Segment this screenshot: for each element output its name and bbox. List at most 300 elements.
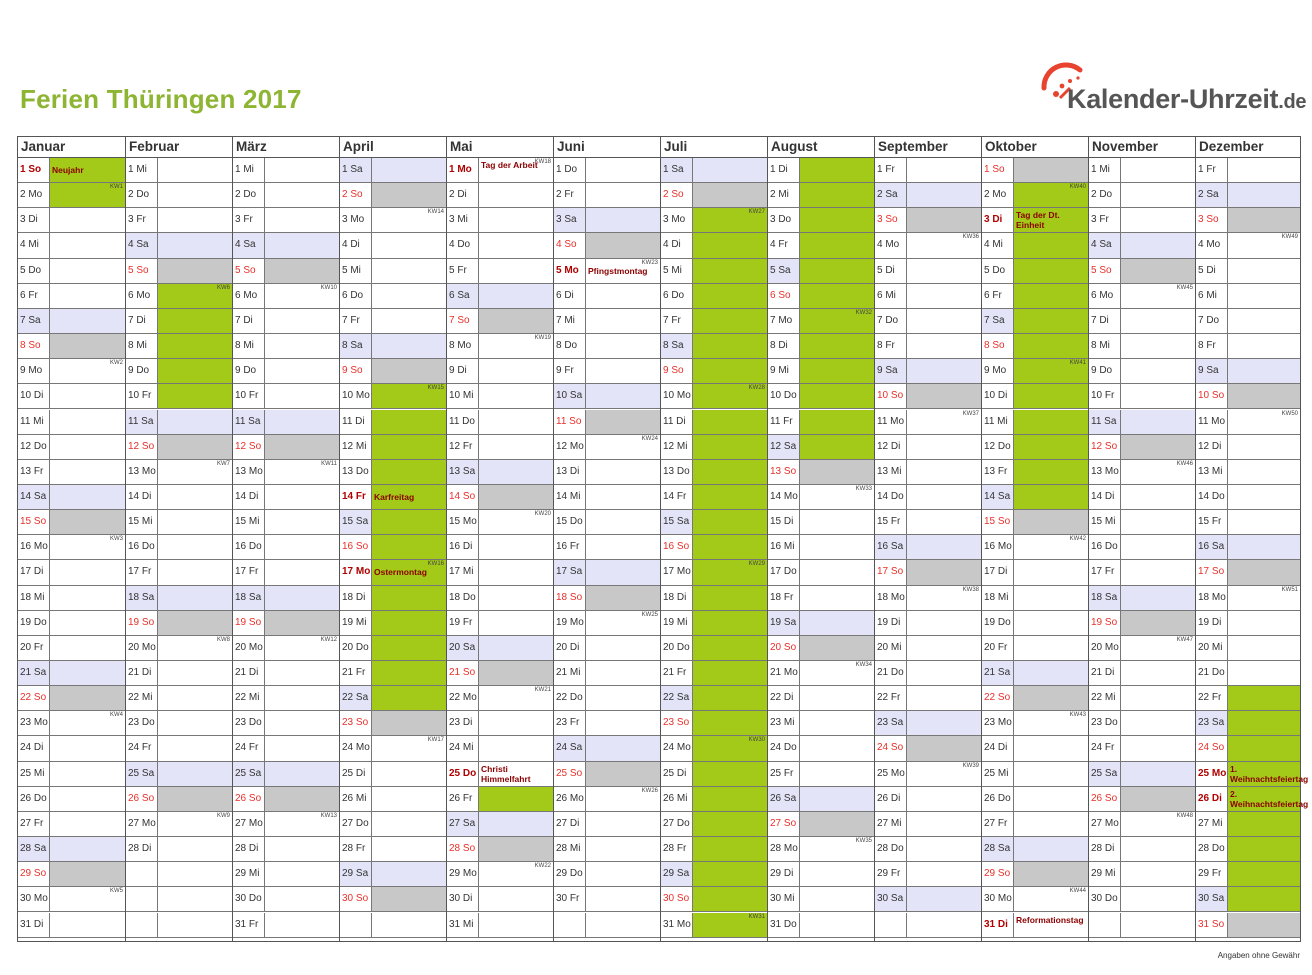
day-cell[interactable] <box>982 862 1088 887</box>
day-cell[interactable] <box>340 837 446 862</box>
day-cell[interactable] <box>1196 334 1300 359</box>
day-cell[interactable] <box>661 384 767 409</box>
day-cell[interactable] <box>126 661 232 686</box>
day-cell[interactable] <box>875 711 981 736</box>
day-cell[interactable] <box>661 334 767 359</box>
day-cell[interactable] <box>1196 887 1300 912</box>
day-cell[interactable] <box>233 435 339 460</box>
day-cell[interactable] <box>554 611 660 636</box>
day-cell[interactable] <box>447 510 553 535</box>
day-cell[interactable] <box>661 611 767 636</box>
day-cell[interactable] <box>447 259 553 284</box>
day-cell[interactable] <box>661 711 767 736</box>
day-cell[interactable] <box>554 586 660 611</box>
day-cell[interactable] <box>340 787 446 812</box>
day-cell[interactable] <box>768 158 874 183</box>
day-cell[interactable] <box>18 535 125 560</box>
day-cell[interactable] <box>875 359 981 384</box>
day-cell[interactable] <box>1196 787 1309 812</box>
day-cell[interactable] <box>768 762 874 787</box>
day-cell[interactable] <box>18 334 125 359</box>
day-cell[interactable] <box>982 913 1088 938</box>
day-cell[interactable] <box>661 309 767 334</box>
day-cell[interactable] <box>340 560 446 585</box>
day-cell[interactable] <box>661 736 767 761</box>
day-cell[interactable] <box>982 208 1088 233</box>
day-cell[interactable] <box>447 460 553 485</box>
day-cell[interactable] <box>982 887 1088 912</box>
day-cell[interactable] <box>1196 711 1300 736</box>
day-cell[interactable] <box>982 560 1088 585</box>
day-cell[interactable] <box>233 586 339 611</box>
day-cell[interactable] <box>1089 435 1195 460</box>
day-cell[interactable] <box>1196 661 1300 686</box>
day-cell[interactable] <box>982 812 1088 837</box>
day-cell[interactable] <box>18 485 125 510</box>
day-cell[interactable] <box>768 636 874 661</box>
day-cell[interactable] <box>554 510 660 535</box>
day-cell[interactable] <box>768 711 874 736</box>
day-cell[interactable] <box>1089 636 1195 661</box>
day-cell[interactable] <box>340 359 446 384</box>
day-cell[interactable] <box>340 686 446 711</box>
day-cell[interactable] <box>875 812 981 837</box>
day-cell[interactable] <box>768 661 874 686</box>
day-cell[interactable] <box>875 410 981 435</box>
day-cell[interactable] <box>1196 535 1300 560</box>
day-cell[interactable] <box>768 837 874 862</box>
day-cell[interactable] <box>1196 460 1300 485</box>
day-cell[interactable] <box>233 158 339 183</box>
day-cell[interactable] <box>126 636 232 661</box>
day-cell[interactable] <box>1196 762 1309 787</box>
day-cell[interactable] <box>982 686 1088 711</box>
day-cell[interactable] <box>447 636 553 661</box>
day-cell[interactable] <box>126 586 232 611</box>
day-cell[interactable] <box>447 535 553 560</box>
day-cell[interactable] <box>233 787 339 812</box>
day-cell[interactable] <box>1196 837 1300 862</box>
day-cell[interactable] <box>1196 913 1300 938</box>
day-cell[interactable] <box>554 812 660 837</box>
day-cell[interactable] <box>340 535 446 560</box>
day-cell[interactable] <box>233 887 339 912</box>
day-cell[interactable] <box>982 762 1088 787</box>
day-cell[interactable] <box>126 485 232 510</box>
day-cell[interactable] <box>233 711 339 736</box>
day-cell[interactable] <box>661 259 767 284</box>
day-cell[interactable] <box>447 384 553 409</box>
day-cell[interactable] <box>768 359 874 384</box>
day-cell[interactable] <box>661 485 767 510</box>
day-cell[interactable] <box>875 384 981 409</box>
day-cell[interactable] <box>1089 686 1195 711</box>
day-cell[interactable] <box>1089 183 1195 208</box>
day-cell[interactable] <box>1089 837 1195 862</box>
day-cell[interactable] <box>661 586 767 611</box>
day-cell[interactable] <box>126 183 232 208</box>
day-cell[interactable] <box>126 158 232 183</box>
day-cell[interactable] <box>18 510 125 535</box>
day-cell[interactable] <box>18 208 125 233</box>
day-cell[interactable] <box>340 259 446 284</box>
day-cell[interactable] <box>340 510 446 535</box>
day-cell[interactable] <box>768 183 874 208</box>
day-cell[interactable] <box>340 410 446 435</box>
day-cell[interactable] <box>768 334 874 359</box>
day-cell[interactable] <box>126 410 232 435</box>
day-cell[interactable] <box>233 233 339 258</box>
day-cell[interactable] <box>1089 359 1195 384</box>
day-cell[interactable] <box>768 460 874 485</box>
day-cell[interactable] <box>875 183 981 208</box>
day-cell[interactable] <box>982 309 1088 334</box>
day-cell[interactable] <box>447 586 553 611</box>
day-cell[interactable] <box>126 208 232 233</box>
day-cell[interactable] <box>233 359 339 384</box>
day-cell[interactable] <box>661 510 767 535</box>
day-cell[interactable] <box>340 636 446 661</box>
day-cell[interactable] <box>768 913 874 938</box>
day-cell[interactable] <box>661 913 767 938</box>
day-cell[interactable] <box>661 636 767 661</box>
day-cell[interactable] <box>875 208 981 233</box>
day-cell[interactable] <box>233 636 339 661</box>
day-cell[interactable] <box>875 837 981 862</box>
day-cell[interactable] <box>554 711 660 736</box>
day-cell[interactable] <box>340 485 446 510</box>
day-cell[interactable] <box>1089 485 1195 510</box>
day-cell[interactable] <box>1089 762 1195 787</box>
day-cell[interactable] <box>1089 560 1195 585</box>
day-cell[interactable] <box>982 485 1088 510</box>
day-cell[interactable] <box>340 158 446 183</box>
day-cell[interactable] <box>982 284 1088 309</box>
day-cell[interactable] <box>1089 259 1195 284</box>
day-cell[interactable] <box>126 711 232 736</box>
day-cell[interactable] <box>233 661 339 686</box>
day-cell[interactable] <box>1196 309 1300 334</box>
day-cell[interactable] <box>554 284 660 309</box>
day-cell[interactable] <box>18 762 125 787</box>
day-cell[interactable] <box>126 259 232 284</box>
day-cell[interactable] <box>18 410 125 435</box>
day-cell[interactable] <box>447 334 553 359</box>
day-cell[interactable] <box>661 284 767 309</box>
day-cell[interactable] <box>554 233 660 258</box>
day-cell[interactable] <box>661 887 767 912</box>
day-cell[interactable] <box>875 259 981 284</box>
day-cell[interactable] <box>447 913 553 938</box>
day-cell[interactable] <box>875 887 981 912</box>
day-cell[interactable] <box>340 862 446 887</box>
day-cell[interactable] <box>340 586 446 611</box>
day-cell[interactable] <box>18 259 125 284</box>
day-cell[interactable] <box>554 334 660 359</box>
day-cell[interactable] <box>554 887 660 912</box>
day-cell[interactable] <box>447 762 553 787</box>
day-cell[interactable] <box>447 711 553 736</box>
day-cell[interactable] <box>768 510 874 535</box>
day-cell[interactable] <box>661 812 767 837</box>
day-cell[interactable] <box>447 862 553 887</box>
day-cell[interactable] <box>768 309 874 334</box>
day-cell[interactable] <box>126 359 232 384</box>
day-cell[interactable] <box>126 510 232 535</box>
day-cell[interactable] <box>768 284 874 309</box>
day-cell[interactable] <box>1089 284 1195 309</box>
day-cell[interactable] <box>447 410 553 435</box>
day-cell[interactable] <box>340 711 446 736</box>
day-cell[interactable] <box>875 686 981 711</box>
day-cell[interactable] <box>233 913 339 938</box>
day-cell[interactable] <box>340 208 446 233</box>
day-cell[interactable] <box>18 183 125 208</box>
day-cell[interactable] <box>340 812 446 837</box>
day-cell[interactable] <box>126 686 232 711</box>
day-cell[interactable] <box>768 208 874 233</box>
day-cell[interactable] <box>340 611 446 636</box>
day-cell[interactable] <box>554 686 660 711</box>
day-cell[interactable] <box>18 158 125 183</box>
day-cell[interactable] <box>126 384 232 409</box>
day-cell[interactable] <box>126 787 232 812</box>
day-cell[interactable] <box>1089 208 1195 233</box>
day-cell[interactable] <box>768 686 874 711</box>
day-cell[interactable] <box>447 309 553 334</box>
day-cell[interactable] <box>768 233 874 258</box>
day-cell[interactable] <box>661 686 767 711</box>
day-cell[interactable] <box>340 384 446 409</box>
day-cell[interactable] <box>447 611 553 636</box>
day-cell[interactable] <box>661 560 767 585</box>
day-cell[interactable] <box>1089 611 1195 636</box>
day-cell[interactable] <box>233 208 339 233</box>
day-cell[interactable] <box>126 284 232 309</box>
day-cell[interactable] <box>18 787 125 812</box>
day-cell[interactable] <box>1089 535 1195 560</box>
day-cell[interactable] <box>554 460 660 485</box>
day-cell[interactable] <box>18 736 125 761</box>
day-cell[interactable] <box>982 535 1088 560</box>
day-cell[interactable] <box>447 435 553 460</box>
day-cell[interactable] <box>554 736 660 761</box>
day-cell[interactable] <box>875 611 981 636</box>
day-cell[interactable] <box>126 736 232 761</box>
day-cell[interactable] <box>1196 158 1300 183</box>
day-cell[interactable] <box>982 736 1088 761</box>
day-cell[interactable] <box>768 736 874 761</box>
day-cell[interactable] <box>126 812 232 837</box>
day-cell[interactable] <box>982 711 1088 736</box>
day-cell[interactable] <box>447 485 553 510</box>
day-cell[interactable] <box>340 460 446 485</box>
day-cell[interactable] <box>447 686 553 711</box>
day-cell[interactable] <box>875 787 981 812</box>
day-cell[interactable] <box>1089 812 1195 837</box>
day-cell[interactable] <box>18 711 125 736</box>
day-cell[interactable] <box>982 636 1088 661</box>
day-cell[interactable] <box>233 183 339 208</box>
day-cell[interactable] <box>875 158 981 183</box>
day-cell[interactable] <box>768 586 874 611</box>
day-cell[interactable] <box>18 435 125 460</box>
day-cell[interactable] <box>1196 384 1300 409</box>
day-cell[interactable] <box>554 410 660 435</box>
day-cell[interactable] <box>661 359 767 384</box>
day-cell[interactable] <box>340 183 446 208</box>
day-cell[interactable] <box>768 384 874 409</box>
day-cell[interactable] <box>982 410 1088 435</box>
day-cell[interactable] <box>233 611 339 636</box>
day-cell[interactable] <box>875 435 981 460</box>
day-cell[interactable] <box>1196 812 1300 837</box>
day-cell[interactable] <box>18 611 125 636</box>
day-cell[interactable] <box>1089 334 1195 359</box>
day-cell[interactable] <box>18 812 125 837</box>
day-cell[interactable] <box>447 787 553 812</box>
day-cell[interactable] <box>1196 611 1300 636</box>
day-cell[interactable] <box>233 309 339 334</box>
day-cell[interactable] <box>1196 284 1300 309</box>
day-cell[interactable] <box>18 284 125 309</box>
day-cell[interactable] <box>1089 510 1195 535</box>
day-cell[interactable] <box>1196 736 1300 761</box>
day-cell[interactable] <box>875 736 981 761</box>
day-cell[interactable] <box>875 762 981 787</box>
day-cell[interactable] <box>1089 384 1195 409</box>
day-cell[interactable] <box>126 535 232 560</box>
day-cell[interactable] <box>233 510 339 535</box>
day-cell[interactable] <box>1196 435 1300 460</box>
day-cell[interactable] <box>233 284 339 309</box>
day-cell[interactable] <box>661 460 767 485</box>
day-cell[interactable] <box>768 787 874 812</box>
day-cell[interactable] <box>18 661 125 686</box>
day-cell[interactable] <box>1089 787 1195 812</box>
day-cell[interactable] <box>447 284 553 309</box>
day-cell[interactable] <box>1196 359 1300 384</box>
day-cell[interactable] <box>126 435 232 460</box>
day-cell[interactable] <box>768 560 874 585</box>
day-cell[interactable] <box>340 284 446 309</box>
day-cell[interactable] <box>233 535 339 560</box>
day-cell[interactable] <box>661 837 767 862</box>
day-cell[interactable] <box>554 787 660 812</box>
day-cell[interactable] <box>554 208 660 233</box>
day-cell[interactable] <box>233 560 339 585</box>
day-cell[interactable] <box>340 661 446 686</box>
day-cell[interactable] <box>768 611 874 636</box>
day-cell[interactable] <box>233 460 339 485</box>
day-cell[interactable] <box>447 183 553 208</box>
day-cell[interactable] <box>447 359 553 384</box>
day-cell[interactable] <box>1089 736 1195 761</box>
day-cell[interactable] <box>1089 711 1195 736</box>
day-cell[interactable] <box>554 762 660 787</box>
day-cell[interactable] <box>447 233 553 258</box>
day-cell[interactable] <box>875 485 981 510</box>
day-cell[interactable] <box>554 359 660 384</box>
day-cell[interactable] <box>554 158 660 183</box>
day-cell[interactable] <box>1196 586 1300 611</box>
day-cell[interactable] <box>768 259 874 284</box>
day-cell[interactable] <box>233 837 339 862</box>
day-cell[interactable] <box>875 535 981 560</box>
day-cell[interactable] <box>1196 686 1300 711</box>
day-cell[interactable] <box>661 208 767 233</box>
day-cell[interactable] <box>875 309 981 334</box>
day-cell[interactable] <box>126 762 232 787</box>
day-cell[interactable] <box>982 334 1088 359</box>
day-cell[interactable] <box>1089 158 1195 183</box>
day-cell[interactable] <box>982 183 1088 208</box>
day-cell[interactable] <box>554 636 660 661</box>
day-cell[interactable] <box>1196 636 1300 661</box>
day-cell[interactable] <box>875 284 981 309</box>
day-cell[interactable] <box>982 586 1088 611</box>
day-cell[interactable] <box>233 485 339 510</box>
day-cell[interactable] <box>1089 887 1195 912</box>
day-cell[interactable] <box>18 359 125 384</box>
day-cell[interactable] <box>768 410 874 435</box>
day-cell[interactable] <box>340 736 446 761</box>
day-cell[interactable] <box>661 435 767 460</box>
day-cell[interactable] <box>18 384 125 409</box>
day-cell[interactable] <box>340 309 446 334</box>
day-cell[interactable] <box>1089 661 1195 686</box>
day-cell[interactable] <box>447 158 553 183</box>
day-cell[interactable] <box>447 560 553 585</box>
day-cell[interactable] <box>340 887 446 912</box>
day-cell[interactable] <box>768 887 874 912</box>
day-cell[interactable] <box>18 586 125 611</box>
day-cell[interactable] <box>18 636 125 661</box>
day-cell[interactable] <box>447 661 553 686</box>
day-cell[interactable] <box>875 636 981 661</box>
day-cell[interactable] <box>875 233 981 258</box>
day-cell[interactable] <box>875 661 981 686</box>
day-cell[interactable] <box>982 787 1088 812</box>
day-cell[interactable] <box>233 410 339 435</box>
day-cell[interactable] <box>661 410 767 435</box>
day-cell[interactable] <box>1196 862 1300 887</box>
logo-text[interactable] <box>1067 84 1306 115</box>
day-cell[interactable] <box>18 233 125 258</box>
day-cell[interactable] <box>768 862 874 887</box>
day-cell[interactable] <box>554 384 660 409</box>
day-cell[interactable] <box>233 334 339 359</box>
day-cell[interactable] <box>554 862 660 887</box>
day-cell[interactable] <box>982 259 1088 284</box>
day-cell[interactable] <box>875 586 981 611</box>
day-cell[interactable] <box>982 158 1088 183</box>
day-cell[interactable] <box>554 259 660 284</box>
day-cell[interactable] <box>233 686 339 711</box>
day-cell[interactable] <box>768 812 874 837</box>
day-cell[interactable] <box>982 384 1088 409</box>
day-cell[interactable] <box>1196 410 1300 435</box>
day-cell[interactable] <box>126 560 232 585</box>
day-cell[interactable] <box>18 460 125 485</box>
day-cell[interactable] <box>554 183 660 208</box>
day-cell[interactable] <box>554 661 660 686</box>
day-cell[interactable] <box>768 435 874 460</box>
day-cell[interactable] <box>661 862 767 887</box>
day-cell[interactable] <box>554 435 660 460</box>
day-cell[interactable] <box>233 762 339 787</box>
day-cell[interactable] <box>447 837 553 862</box>
